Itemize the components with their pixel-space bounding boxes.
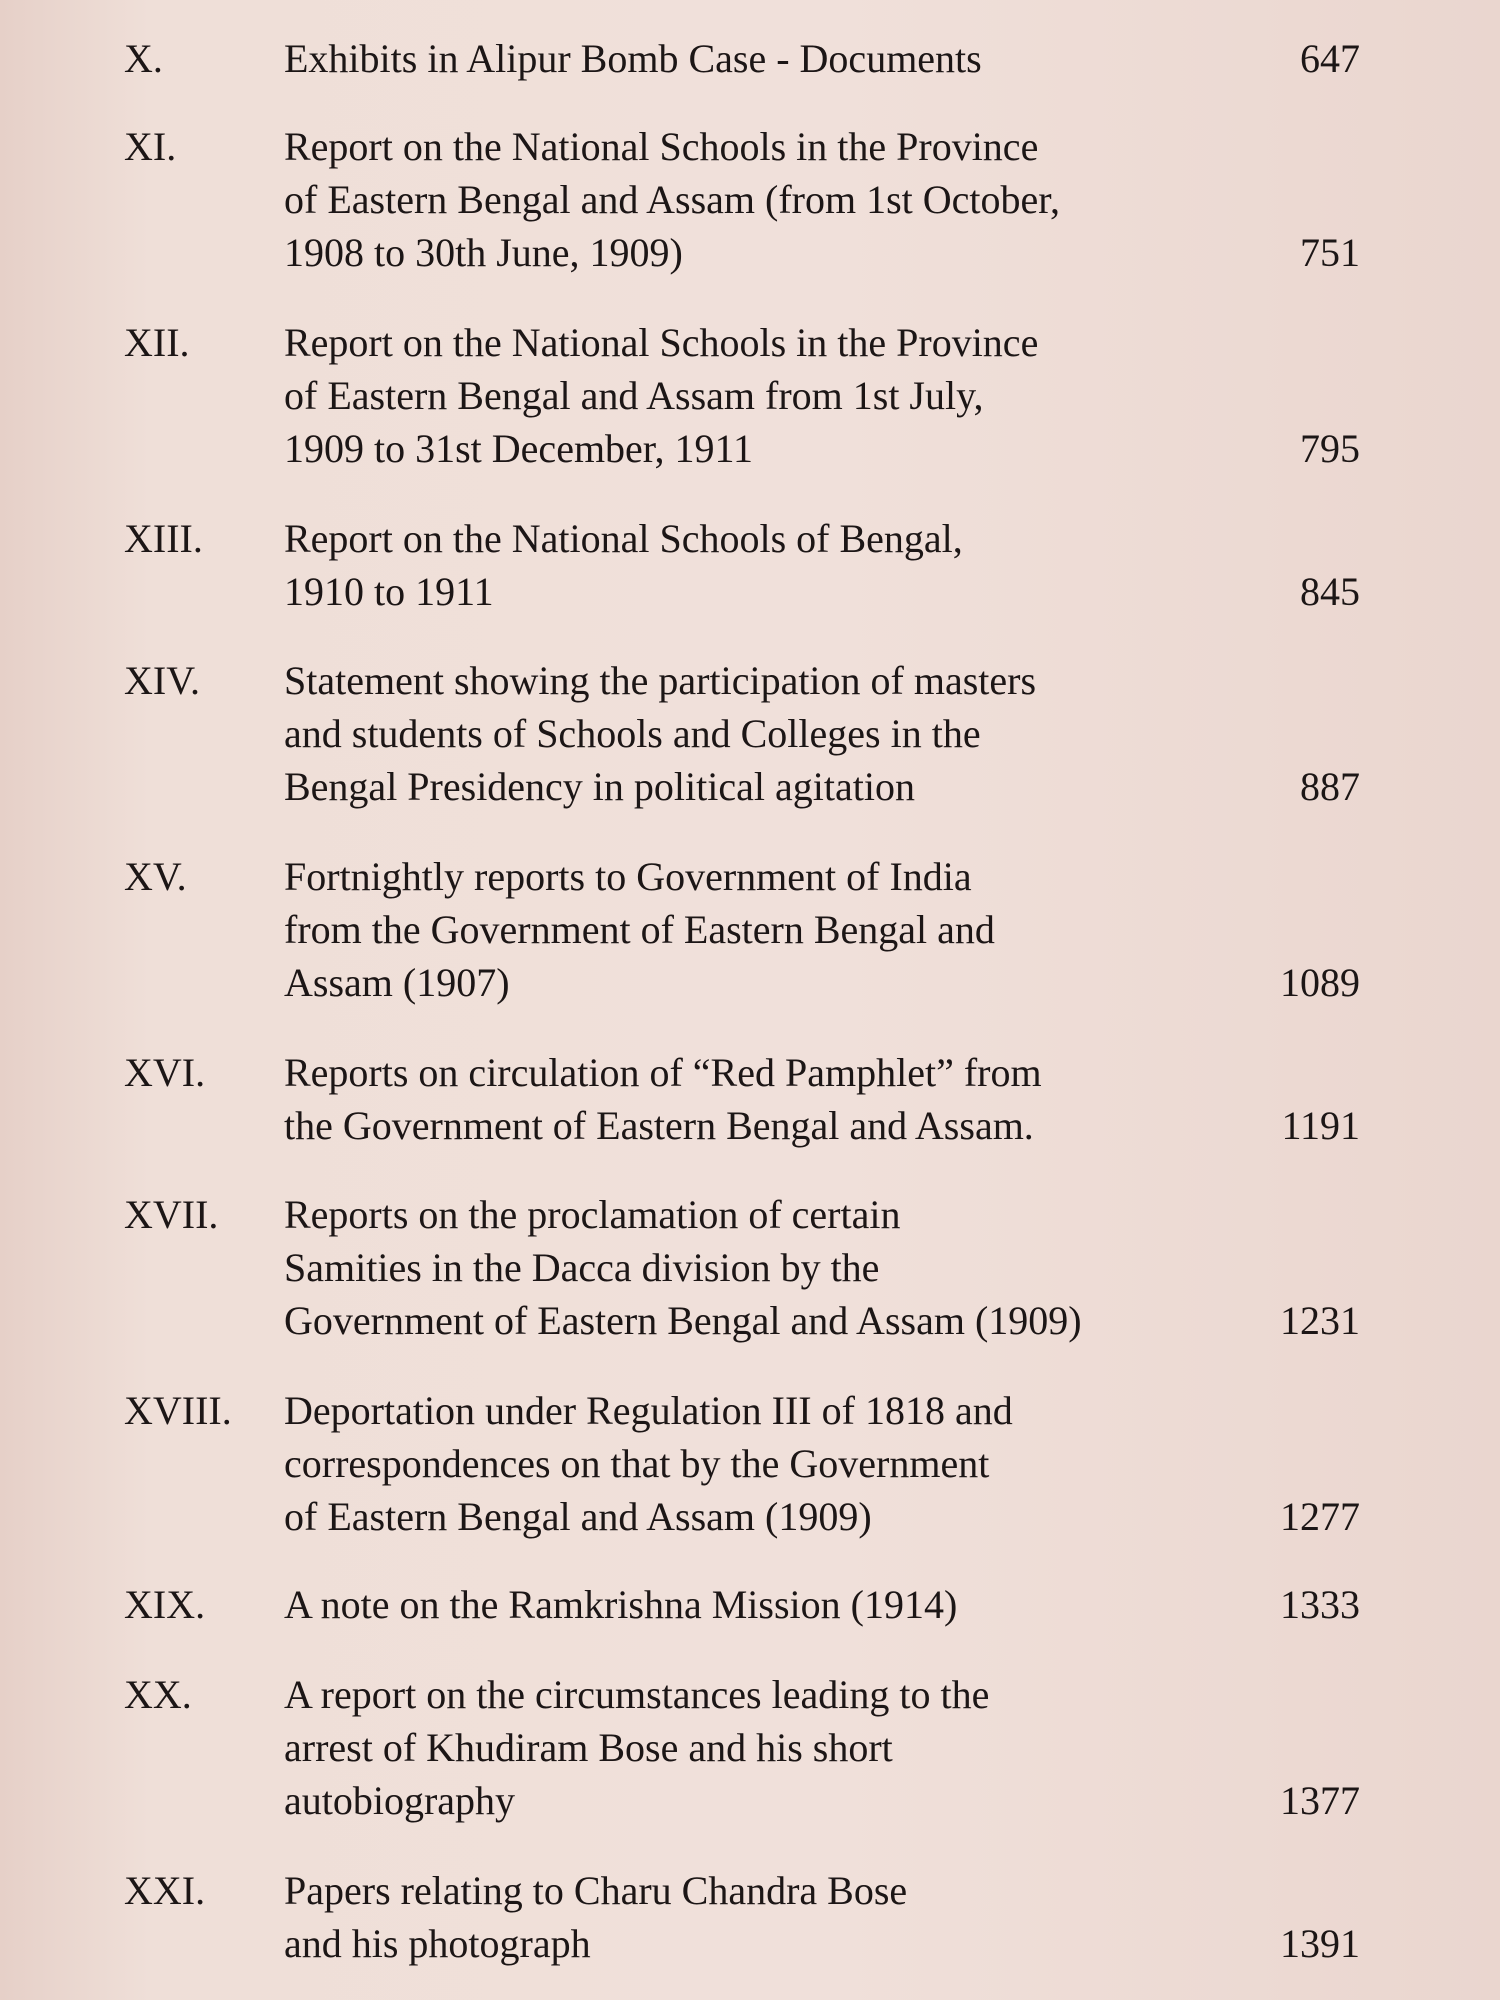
entry-title [284, 1046, 1264, 1152]
entry-title-line: of Eastern Bengal and Assam from 1st July, [284, 373, 984, 418]
toc-entry [0, 32, 1500, 85]
entry-title-line: of Eastern Bengal and Assam (from 1st October, [284, 177, 1060, 222]
entry-numeral: XVII. [124, 1192, 219, 1237]
entry-title-line: Deportation under Regulation III of 1818 and [284, 1388, 1013, 1433]
toc-entry [0, 120, 1500, 279]
entry-numeral: XX. [124, 1672, 192, 1717]
entry-page-number: 1391 [1280, 1921, 1360, 1966]
toc-entry [0, 512, 1500, 618]
toc-entry [0, 1188, 1500, 1347]
entry-title-line: Government of Eastern Bengal and Assam (1909) [284, 1298, 1082, 1343]
toc-entry [0, 654, 1500, 813]
entry-title-line: Report on the National Schools of Bengal, [284, 516, 963, 561]
entry-page-number: 751 [1300, 230, 1360, 275]
entry-numeral: XIV. [124, 658, 200, 703]
entry-title-line: Reports on circulation of “Red Pamphlet” from [284, 1050, 1042, 1095]
entry-title-line: Report on the National Schools in the Province [284, 320, 1039, 365]
entry-page-number: 887 [1300, 764, 1360, 809]
entry-title-line: A note on the Ramkrishna Mission (1914) [284, 1582, 958, 1627]
entry-page-number: 795 [1300, 426, 1360, 471]
entry-numeral: XV. [124, 854, 187, 899]
entry-title [284, 1384, 1264, 1543]
entry-title-line: and his photograph [284, 1921, 591, 1966]
entry-page-number: 1191 [1281, 1103, 1360, 1148]
entry-title-line: the Government of Eastern Bengal and Assam. [284, 1103, 1034, 1148]
entry-title-line: Bengal Presidency in political agitation [284, 764, 915, 809]
toc-entry [0, 316, 1500, 475]
toc-entry [0, 1668, 1500, 1827]
entry-title [284, 850, 1264, 1009]
entry-numeral: XII. [124, 320, 190, 365]
entry-numeral: X. [124, 36, 163, 81]
toc-entry [0, 850, 1500, 1009]
entry-title-line: 1910 to 1911 [284, 569, 494, 614]
entry-title-line: Fortnightly reports to Government of India [284, 854, 972, 899]
entry-title [284, 654, 1264, 813]
entry-numeral: XVI. [124, 1050, 206, 1095]
entry-numeral: XIII. [124, 516, 203, 561]
entry-title [284, 1668, 1264, 1827]
entry-title [284, 120, 1264, 279]
entry-page-number: 1089 [1280, 960, 1360, 1005]
entry-title-line: Papers relating to Charu Chandra Bose [284, 1868, 908, 1913]
toc-entry [0, 1864, 1500, 1970]
entry-page-number: 1277 [1280, 1494, 1360, 1539]
entry-title-line: Report on the National Schools in the Province [284, 124, 1039, 169]
entry-numeral: XVIII. [124, 1388, 232, 1433]
entry-page-number: 647 [1300, 36, 1360, 81]
toc-entry [0, 1384, 1500, 1543]
entry-numeral: XI. [124, 124, 177, 169]
entry-title-line: 1909 to 31st December, 1911 [284, 426, 754, 471]
entry-title-line: 1908 to 30th June, 1909) [284, 230, 683, 275]
entry-title-line: arrest of Khudiram Bose and his short [284, 1725, 893, 1770]
entry-numeral: XXI. [124, 1868, 206, 1913]
entry-title-line: Statement showing the participation of masters [284, 658, 1037, 703]
entry-page-number: 845 [1300, 569, 1360, 614]
entry-title-line: correspondences on that by the Government [284, 1441, 990, 1486]
toc-entry [0, 1046, 1500, 1152]
entry-title [284, 1864, 1264, 1970]
toc-entry [0, 1578, 1500, 1631]
entry-title-line: of Eastern Bengal and Assam (1909) [284, 1494, 872, 1539]
entry-title [284, 512, 1264, 618]
entry-title-line: from the Government of Eastern Bengal and [284, 907, 995, 952]
entry-title [284, 32, 1264, 85]
entry-title-line: Assam (1907) [284, 960, 510, 1005]
entry-title-line: Exhibits in Alipur Bomb Case - Documents [284, 36, 982, 81]
entry-title-line: A report on the circumstances leading to the [284, 1672, 990, 1717]
entry-title [284, 1188, 1264, 1347]
entry-title [284, 1578, 1264, 1631]
entry-numeral: XIX. [124, 1582, 206, 1627]
entry-page-number: 1377 [1280, 1778, 1360, 1823]
entry-page-number: 1231 [1280, 1298, 1360, 1343]
entry-title-line: autobiography [284, 1778, 516, 1823]
entry-title [284, 316, 1264, 475]
entry-title-line: Samities in the Dacca division by the [284, 1245, 880, 1290]
entry-title-line: and students of Schools and Colleges in the [284, 711, 981, 756]
entry-title-line: Reports on the proclamation of certain [284, 1192, 901, 1237]
entry-page-number: 1333 [1280, 1582, 1360, 1627]
